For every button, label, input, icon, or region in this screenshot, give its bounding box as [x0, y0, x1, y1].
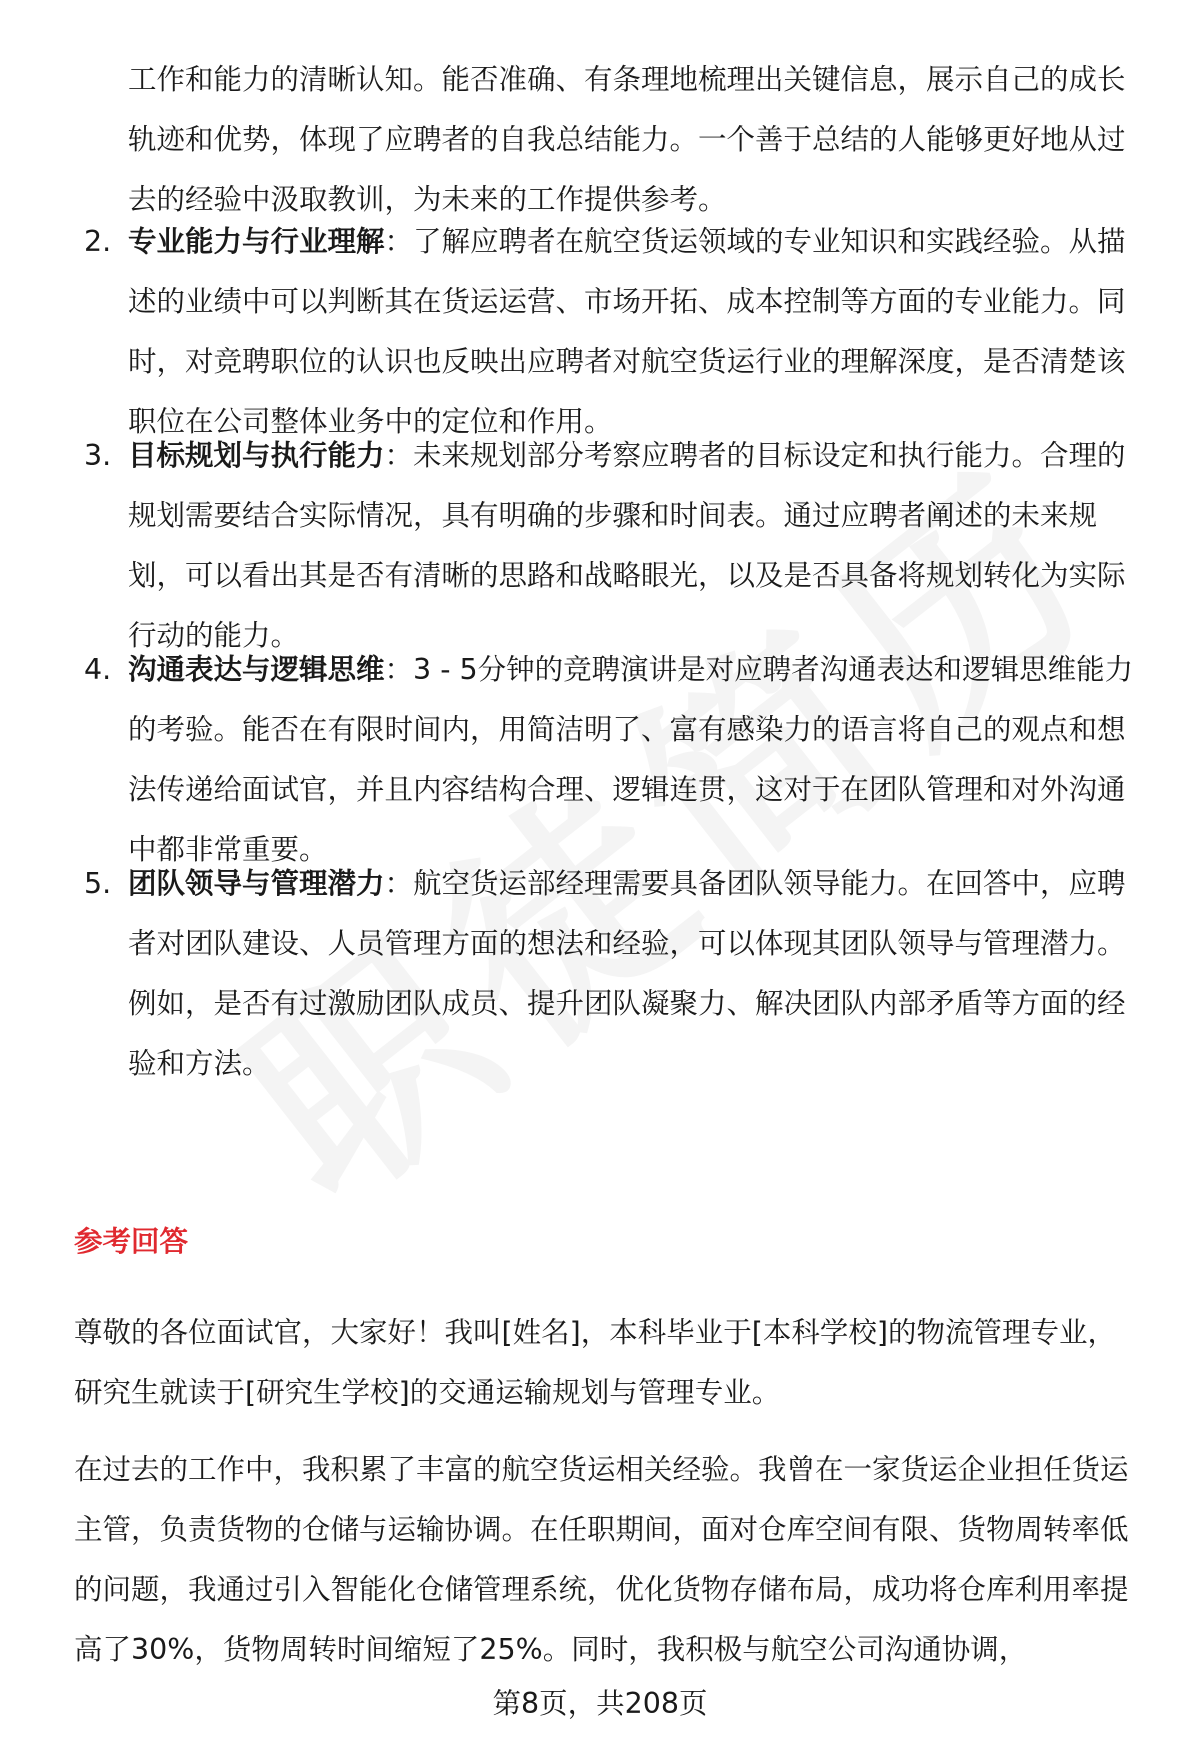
- list-item-text: [128, 426, 1148, 666]
- list-item-title: 团队领导与管理潜力: [128, 867, 385, 900]
- section-title: 参考回答: [74, 1225, 189, 1258]
- list-item-body: ：航空货运部经理需要具备团队领导能力。在回答中，应聘者对团队建设、人员管理方面的想法和经验，可以体现其团队领导与管理潜力。例如，是否有过激励团队成员、提升团队凝聚力、解决团队内部矛盾等方面的经验和方法。: [128, 867, 1126, 1080]
- list-item-body: ：未来规划部分考察应聘者的目标设定和执行能力。合理的规划需要结合实际情况，具有明确的步骤和时间表。通过应聘者阐述的未来规划，可以看出其是否有清晰的思路和战略眼光，以及是否具备将规划转化为实际行动的能力。: [128, 439, 1126, 652]
- list-item-title: 目标规划与执行能力: [128, 439, 385, 472]
- answer-paragraph: 在过去的工作中，我积累了丰富的航空货运相关经验。我曾在一家货运企业担任货运主管，负责货物的仓储与运输协调。在任职期间，面对仓库空间有限、货物周转率低的问题，我通过引入智能化仓储管理系统，优化货物存储布局，成功将仓库利用率提高了30%，货物周转时间缩短了25%。同时，我积极与航空公司沟通协调，: [74, 1453, 1129, 1666]
- list-item-body: ：了解应聘者在航空货运领域的专业知识和实践经验。从描述的业绩中可以判断其在货运运营、市场开拓、成本控制等方面的专业能力。同时，对竞聘职位的认识也反映出应聘者对航空货运行业的理解深度，是否清楚该职位在公司整体业务中的定位和作用。: [128, 225, 1126, 438]
- list-item-body: ：3 - 5分钟的竞聘演讲是对应聘者沟通表达和逻辑思维能力的考验。能否在有限时间内，用简洁明了、富有感染力的语言将自己的观点和想法传递给面试官，并且内容结构合理、逻辑连贯，这对于在团队管理和对外沟通中都非常重要。: [128, 653, 1134, 866]
- list-item-title: 沟通表达与逻辑思维: [128, 653, 385, 686]
- page-footer: 第8页，共208页: [492, 1687, 708, 1720]
- list-item-number: 4.: [84, 653, 112, 686]
- list-item-text: [128, 854, 1148, 1094]
- list-item-text: [128, 640, 1148, 880]
- list-item-text: [128, 212, 1148, 452]
- list-item-title: 专业能力与行业理解: [128, 225, 385, 258]
- answer-paragraph: 尊敬的各位面试官，大家好！我叫[姓名]，本科毕业于[本科学校]的物流管理专业，研究生就读于[研究生学校]的交通运输规划与管理专业。: [74, 1316, 1116, 1409]
- list-item-number: 2.: [84, 225, 112, 258]
- list-item-number: 5.: [84, 867, 112, 900]
- list-item-number: 3.: [84, 439, 112, 472]
- intro-continuation-paragraph: 工作和能力的清晰认知。能否准确、有条理地梳理出关键信息，展示自己的成长轨迹和优势，体现了应聘者的自我总结能力。一个善于总结的人能够更好地从过去的经验中汲取教训，为未来的工作提供参考。: [128, 63, 1126, 216]
